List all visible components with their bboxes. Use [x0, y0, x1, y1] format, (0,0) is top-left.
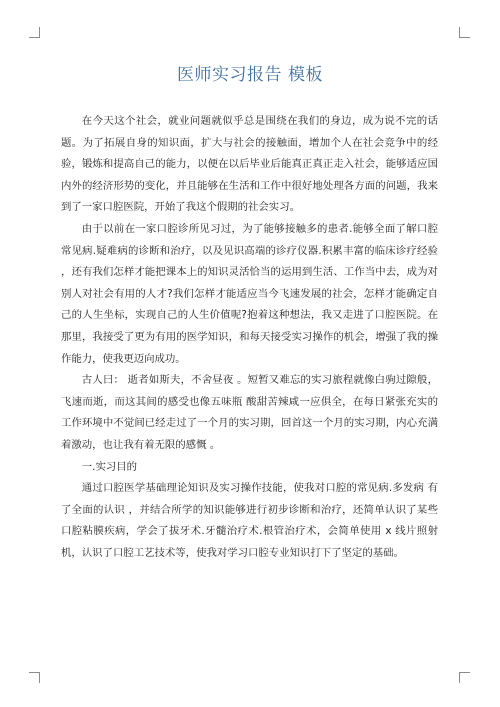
- paragraph-motivation: 由于以前在一家口腔诊所见习过，为了能够接触多的患者.能够全面了解口腔常见病.疑难病的诊断和治疗，以及见识高端的诊疗仪器.积累丰富的临床诊疗经验 ，还有我们怎样才能把课本上的知识灵活恰当的运用到生活、工作当中去，成为对别人对社会有用的人才?我们怎样才能适应当今飞速发展的社会，怎样才能确定自己的人生坐标，实现自己的人生价值呢?抱着这种想法，我又走进了口腔医院。在那里，我接受了更为有用的医学知识，和每天接受实习操作的机会，增强了我的操作能力，使我更迈向成功。: [61, 222, 438, 365]
- section-paragraph: 通过口腔医学基础理论知识及实习操作技能，使我对口腔的常见病.多发病 有了全面的认识 ，并结合所学的知识能够进行初步诊断和治疗，还简单认识了某些口腔粘膜疾病，学会了拔牙术.牙髓治疗术.根管治疗术，会简单使用 x 线片照射机，认识了口腔工艺技术等，使我对学习口腔专业知识打下了坚定的基础。: [61, 482, 438, 559]
- document-title: 医师实习报告 模板: [177, 65, 323, 85]
- paragraph-intro: 在今天这个社会，就业问题就似乎总是围绕在我们的身边，成为说不完的话题。为了拓展自身的知识面，扩大与社会的接触面，增加个人在社会竞争中的经验，锻炼和提高自己的能力，以便在以后毕业后能真正真正走入社会，能够适应国内外的经济形势的变化，并且能够在生活和工作中很好地处理各方面的问题，我来到了一家口腔医院，开始了我这个假期的社会实习。: [61, 115, 438, 214]
- crop-mark-bottom-left: [29, 672, 40, 683]
- crop-mark-top-left: [29, 27, 40, 38]
- section-heading: 一.实习目的: [81, 460, 138, 473]
- document-body: [61, 111, 438, 564]
- paragraph-reflection: 古人曰： 逝者如斯夫，不舍昼夜 。短暂又难忘的实习旅程就像白驹过隙般，飞速而逝，而这其间的感受也像五味瓶 酸甜苦辣咸一应俱全，在每日紧张充实的工作环境中不觉间已经走过了一个月的实习期，回首这一个月的实习期，内心充满着激动，也让我有着无限的感慨 。: [61, 374, 438, 451]
- crop-mark-top-right: [459, 27, 470, 38]
- crop-mark-bottom-right: [459, 672, 470, 683]
